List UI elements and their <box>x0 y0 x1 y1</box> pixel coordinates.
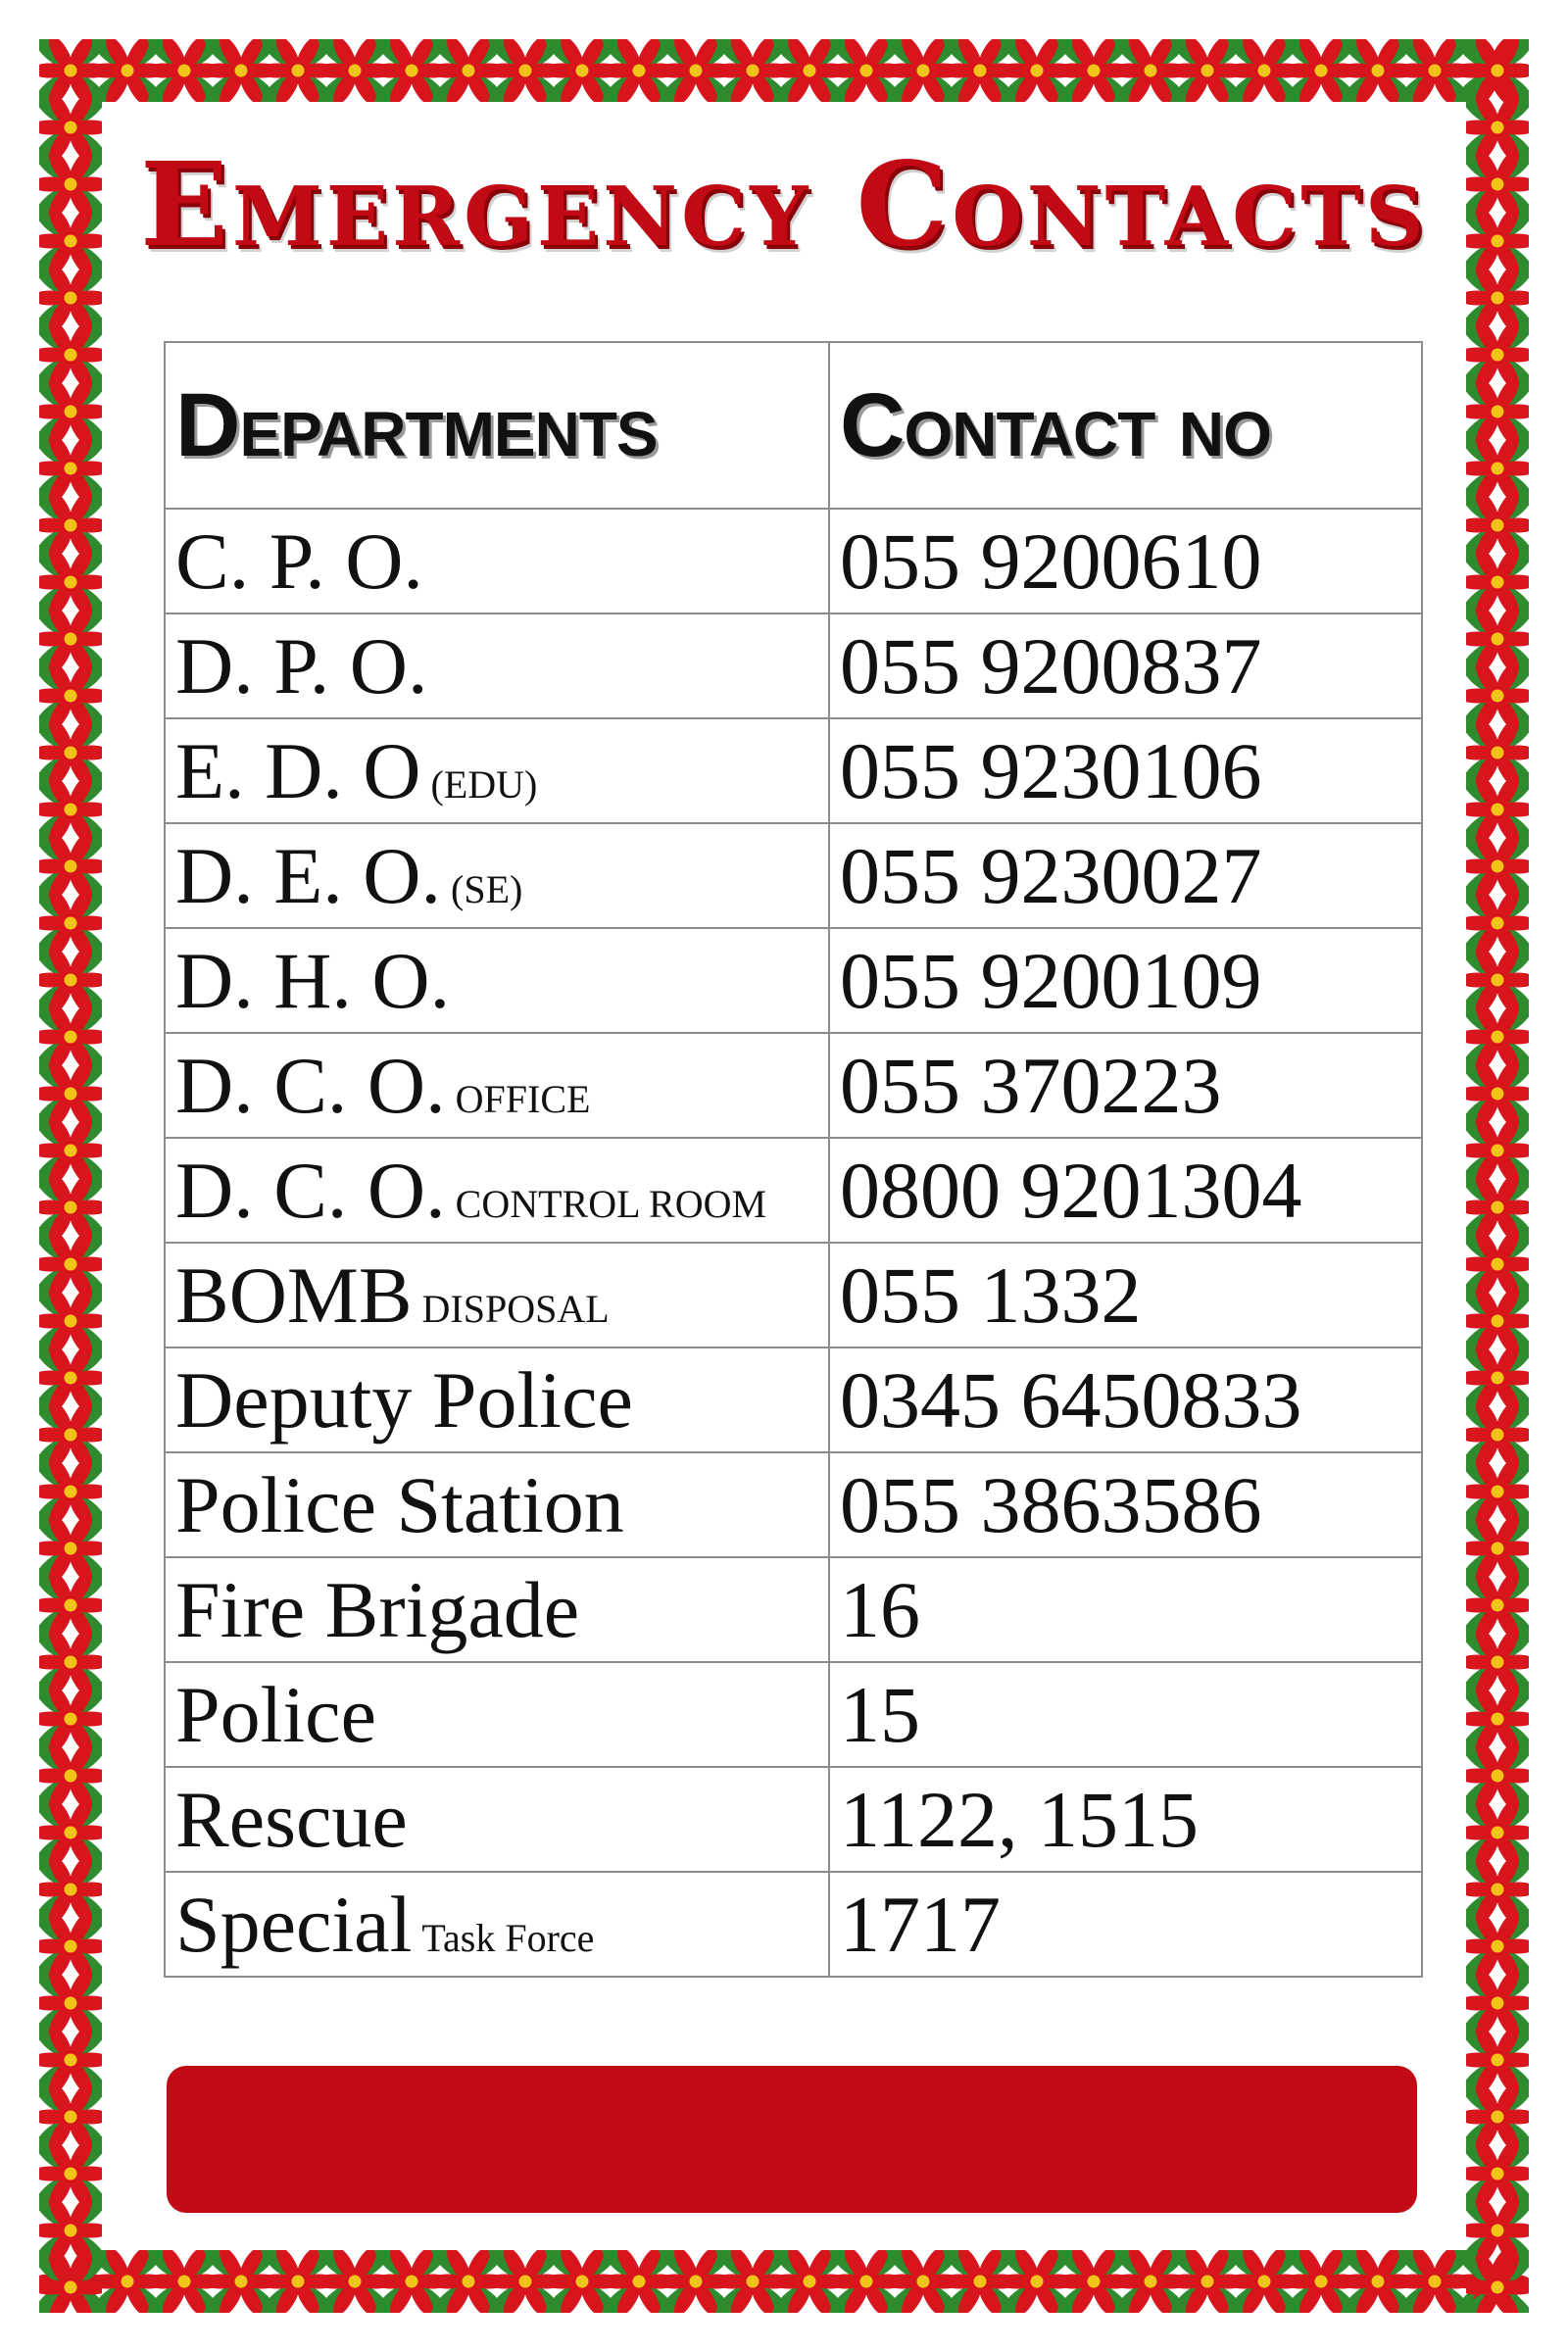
table-row <box>165 1033 1422 1138</box>
table-row <box>165 1767 1422 1872</box>
poinsettia-border-left <box>39 39 102 2313</box>
department-qualifier: OFFICE <box>455 1076 591 1121</box>
department-cell <box>165 1557 829 1662</box>
poinsettia-border-bottom <box>39 2250 1529 2313</box>
department-cell <box>165 1348 829 1452</box>
department-cell <box>165 613 829 718</box>
department-cell <box>165 718 829 823</box>
department-name: D. H. O. <box>175 935 451 1025</box>
table-row <box>165 1872 1422 1977</box>
table-header-row <box>165 342 1422 509</box>
contact-number: 0345 6450833 <box>829 1348 1422 1452</box>
poster-title: Emergency Contacts <box>140 136 1428 272</box>
department-cell <box>165 1872 829 1977</box>
table-row <box>165 718 1422 823</box>
contact-number: 055 9200109 <box>829 928 1422 1033</box>
table-row <box>165 823 1422 928</box>
department-cell <box>165 928 829 1033</box>
department-name: E. D. O <box>175 725 421 815</box>
department-name: D. E. O. <box>175 830 442 920</box>
table-row <box>165 509 1422 613</box>
contact-number: 055 9230106 <box>829 718 1422 823</box>
department-qualifier: (EDU) <box>430 761 538 807</box>
table-row <box>165 613 1422 718</box>
department-name: BOMB <box>175 1250 413 1340</box>
header-departments: Departments <box>165 342 829 509</box>
poinsettia-pattern <box>39 39 1529 102</box>
department-name: Special <box>175 1879 413 1969</box>
department-cell <box>165 1767 829 1872</box>
table-row <box>165 1243 1422 1348</box>
poinsettia-pattern <box>39 39 102 2313</box>
department-name: D. C. O. <box>175 1040 446 1130</box>
table-row <box>165 1138 1422 1243</box>
department-qualifier: (SE) <box>451 866 523 911</box>
department-name: Fire Brigade <box>175 1564 580 1654</box>
department-qualifier: DISPOSAL <box>421 1286 610 1331</box>
department-qualifier: Task Force <box>421 1915 595 1960</box>
contact-number: 16 <box>829 1557 1422 1662</box>
contact-number: 055 9200837 <box>829 613 1422 718</box>
department-name: Rescue <box>175 1774 408 1864</box>
contact-number: 055 9230027 <box>829 823 1422 928</box>
department-cell <box>165 1452 829 1557</box>
header-contact-no: Contact no <box>829 342 1422 509</box>
contacts-table <box>164 341 1423 1978</box>
contact-number: 0800 9201304 <box>829 1138 1422 1243</box>
department-name: Police Station <box>175 1459 624 1549</box>
department-name: Deputy Police <box>175 1354 633 1445</box>
poinsettia-border-right <box>1466 39 1529 2313</box>
department-name: D. P. O. <box>175 620 428 710</box>
department-cell <box>165 1662 829 1767</box>
department-cell <box>165 823 829 928</box>
table-row <box>165 1557 1422 1662</box>
table-row <box>165 1662 1422 1767</box>
department-name: D. C. O. <box>175 1145 446 1235</box>
table-row <box>165 1452 1422 1557</box>
poinsettia-border-top <box>39 39 1529 102</box>
department-qualifier: CONTROL ROOM <box>455 1181 767 1226</box>
department-cell <box>165 509 829 613</box>
contact-number: 055 370223 <box>829 1033 1422 1138</box>
contact-number: 1122, 1515 <box>829 1767 1422 1872</box>
contact-number: 055 9200610 <box>829 509 1422 613</box>
poinsettia-pattern <box>1466 39 1529 2313</box>
contact-number: 055 3863586 <box>829 1452 1422 1557</box>
department-cell <box>165 1033 829 1138</box>
department-name: Police <box>175 1669 376 1759</box>
footer-red-banner <box>167 2066 1417 2213</box>
department-cell <box>165 1138 829 1243</box>
poinsettia-icon <box>1466 2245 1529 2313</box>
contact-number: 055 1332 <box>829 1243 1422 1348</box>
department-name: C. P. O. <box>175 515 423 606</box>
poinsettia-icon <box>39 2245 102 2313</box>
table-row <box>165 928 1422 1033</box>
table-row <box>165 1348 1422 1452</box>
contact-number: 1717 <box>829 1872 1422 1977</box>
poinsettia-pattern <box>39 2250 1529 2313</box>
department-cell <box>165 1243 829 1348</box>
contact-number: 15 <box>829 1662 1422 1767</box>
